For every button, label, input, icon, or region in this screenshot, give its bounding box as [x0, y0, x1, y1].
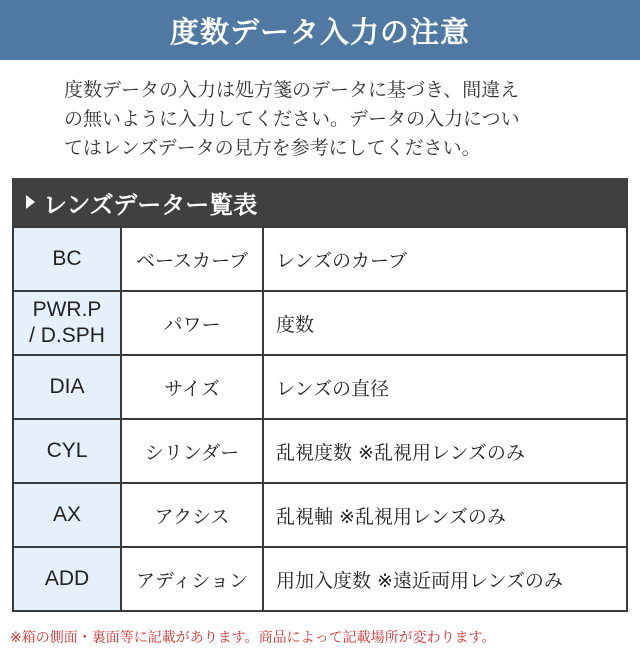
- row-code: AX: [13, 483, 121, 547]
- table-row: [13, 547, 627, 611]
- row-code: DIA: [13, 355, 121, 419]
- row-description: レンズのカーブ: [263, 227, 627, 291]
- table-heading-bar: [12, 178, 628, 226]
- row-name: アクシス: [121, 483, 263, 547]
- triangle-right-icon: [26, 195, 35, 209]
- row-description: 乱視度数 ※乱視用レンズのみ: [263, 419, 627, 483]
- lens-data-table-section: [12, 178, 628, 612]
- row-description: レンズの直径: [263, 355, 627, 419]
- intro-line: 度数データの入力は処方箋のデータに基づき、間違え: [64, 79, 520, 101]
- page-title: 度数データ入力の注意: [169, 14, 470, 49]
- table-row: [13, 483, 627, 547]
- row-name: ベースカーブ: [121, 227, 263, 291]
- row-code: [13, 291, 121, 355]
- row-code-line: / D.SPH: [29, 324, 105, 347]
- row-code-line: PWR.P: [32, 298, 102, 321]
- row-name: サイズ: [121, 355, 263, 419]
- table-title: レンズデーター覧表: [43, 190, 258, 219]
- table-row: [13, 355, 627, 419]
- lens-data-table: [12, 226, 628, 612]
- row-code: CYL: [13, 419, 121, 483]
- footnote: ※箱の側面・裏面等に記載があります。商品によって記載場所が変わります。: [10, 630, 496, 646]
- intro-paragraph: [64, 76, 604, 163]
- row-description: 度数: [263, 291, 627, 355]
- row-name: パワー: [121, 291, 263, 355]
- row-name: シリンダー: [121, 419, 263, 483]
- row-description: 用加入度数 ※遠近両用レンズのみ: [263, 547, 627, 611]
- page-header: [0, 0, 640, 60]
- table-row: [13, 291, 627, 355]
- table-row: [13, 419, 627, 483]
- row-code: BC: [13, 227, 121, 291]
- table-row: [13, 227, 627, 291]
- intro-line: の無いように入力してください。データの入力につい: [64, 108, 520, 130]
- intro-line: てはレンズデータの見方を参考にしてください。: [64, 137, 481, 159]
- row-description: 乱視軸 ※乱視用レンズのみ: [263, 483, 627, 547]
- row-name: アディション: [121, 547, 263, 611]
- row-code: ADD: [13, 547, 121, 611]
